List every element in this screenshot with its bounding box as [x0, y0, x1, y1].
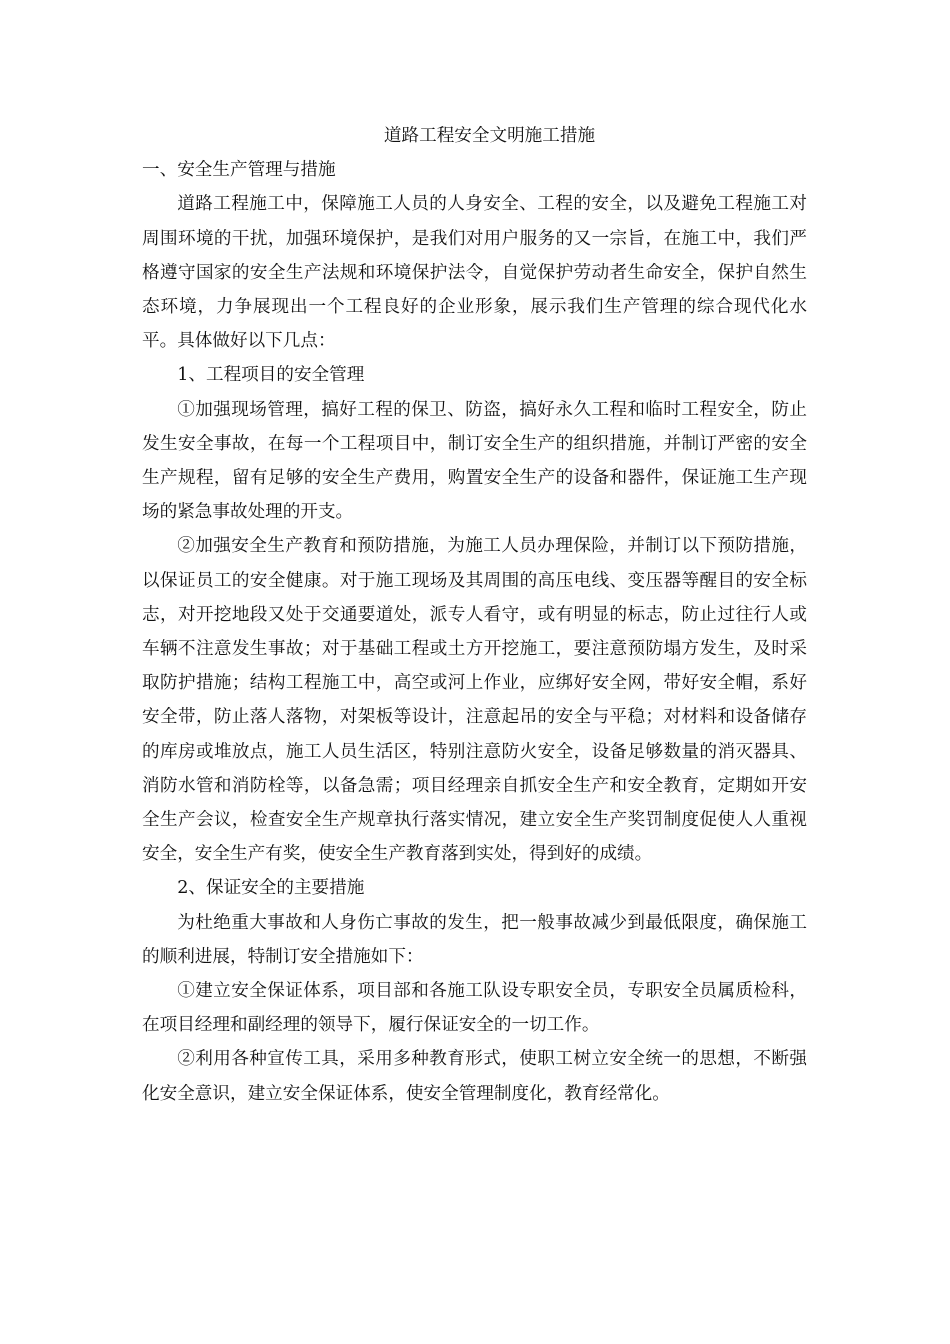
document-body: [142, 119, 807, 1111]
intro-paragraph: 道路工程施工中，保障施工人员的人身安全、工程的安全，以及避免工程施工对周围环境的干扰，加强环境保护，是我们对用户服务的又一宗旨，在施工中，我们严格遵守国家的安全生产法规和环境保护法令，自觉保护劳动者生命安全，保护自然生态环境，力争展现出一个工程良好的企业形象，展示我们生产管理的综合现代化水平。具体做好以下几点：: [142, 194, 807, 352]
paragraph-safety-awareness: ②利用各种宣传工具，采用多种教育形式，使职工树立安全统一的思想，不断强化安全意识，建立安全保证体系，使安全管理制度化，教育经常化。: [142, 1049, 807, 1104]
subsection-heading-1: 1、工程项目的安全管理: [177, 365, 365, 386]
paragraph-safety-education: ②加强安全生产教育和预防措施，为施工人员办理保险，并制订以下预防措施，以保证员工的安全健康。对于施工现场及其周围的高压电线、变压器等醒目的安全标志，对开挖地段又处于交通要道处，派专人看守，或有明显的标志，防止过往行人或车辆不注意发生事故；对于基础工程或土方开挖施工，要注意预防塌方发生，及时采取防护措施；结构工程施工中，高空或河上作业，应绑好安全网，带好安全帽，系好安全带，防止落人落物，对架板等设计，注意起吊的安全与平稳；对材料和设备储存的库房或堆放点，施工人员生活区，特别注意防火安全，设备足够数量的消灭器具、消防水管和消防栓等，以备急需；项目经理亲自抓安全生产和安全教育，定期如开安全生产会议，检查安全生产规章执行落实情况，建立安全生产奖罚制度促使人人重视安全，安全生产有奖，使安全生产教育落到实处，得到好的成绩。: [142, 536, 807, 865]
document-title: 道路工程安全文明施工措施: [383, 126, 596, 146]
paragraph-measures-intro: 为杜绝重大事故和人身伤亡事故的发生，把一般事故减少到最低限度，确保施工的顺利进展，特制订安全措施如下：: [142, 912, 807, 967]
subsection-heading-2: 2、保证安全的主要措施: [177, 878, 365, 899]
section-heading-1: 一、安全生产管理与措施: [142, 160, 336, 181]
paragraph-safety-system: ①建立安全保证体系，项目部和各施工队设专职安全员，专职安全员属质检科，在项目经理和副经理的领导下，履行保证安全的一切工作。: [142, 981, 807, 1036]
paragraph-site-management: ①加强现场管理，搞好工程的保卫、防盗，搞好永久工程和临时工程安全，防止发生安全事故，在每一个工程项目中，制订安全生产的组织措施，并制订严密的安全生产规程，留有足够的安全生产费用，购置安全生产的设备和器件，保证施工生产现场的紧急事故处理的开支。: [142, 399, 807, 523]
